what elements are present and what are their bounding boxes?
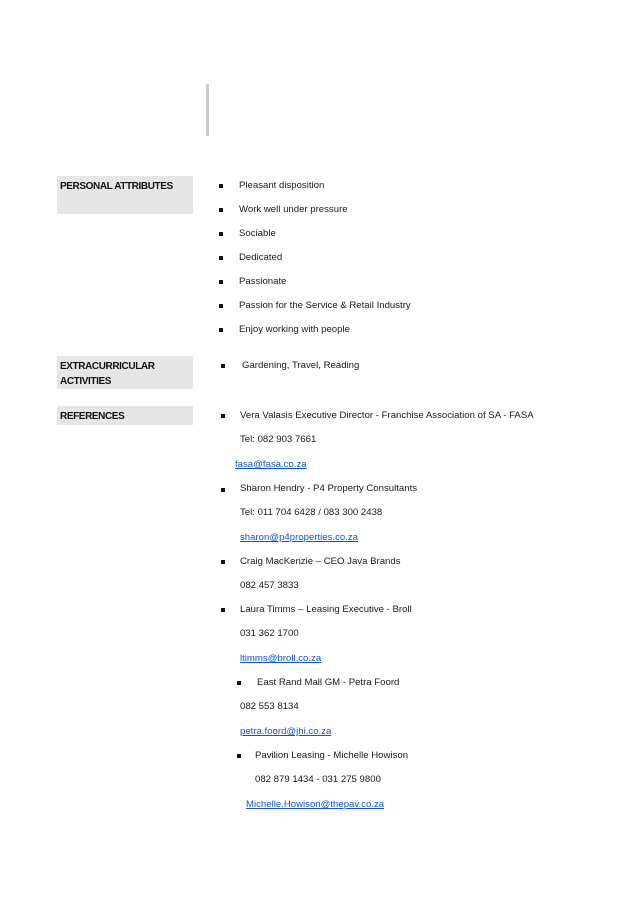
bullet-icon: [221, 414, 225, 418]
personal-attributes-heading: PERSONAL ATTRIBUTES: [57, 176, 193, 214]
reference-tel: 082 879 1434 - 031 275 9800: [255, 774, 381, 785]
reference-name: Sharon Hendry - P4 Property Consultants: [240, 483, 418, 494]
bullet-icon: [237, 754, 241, 758]
reference-email[interactable]: fasa@fasa.co.za: [235, 459, 307, 470]
personal-item: Passion for the Service & Retail Industry: [239, 300, 411, 311]
reference-email[interactable]: Michelle.Howison@thepav.co.za: [246, 799, 385, 810]
reference-email-link[interactable]: [240, 726, 331, 738]
reference-email-link[interactable]: [246, 799, 384, 811]
bullet-icon: [221, 560, 225, 564]
personal-item: Passionate: [239, 276, 287, 287]
bullet-icon: [219, 232, 223, 236]
personal-item: Enjoy working with people: [239, 324, 350, 335]
bullet-icon: [219, 328, 223, 332]
bullet-icon: [219, 184, 223, 188]
extracurricular-heading: [57, 356, 193, 389]
bullet-icon: [221, 364, 225, 368]
bullet-icon: [221, 488, 225, 492]
reference-email[interactable]: ltimms@broll.co.za: [240, 653, 322, 664]
reference-email-link[interactable]: [240, 653, 321, 665]
bullet-icon: [219, 280, 223, 284]
reference-email[interactable]: petra.foord@jhi.co.za: [240, 726, 332, 737]
reference-name: Craig MacKenzie – CEO Java Brands: [240, 556, 401, 567]
reference-tel: 082 553 8134: [240, 701, 299, 712]
bullet-icon: [219, 256, 223, 260]
reference-tel: Tel: 082 903 7661: [240, 434, 317, 445]
reference-tel: 031 362 1700: [240, 628, 299, 639]
reference-email-link[interactable]: [235, 459, 307, 471]
bullet-icon: [221, 608, 225, 612]
references-heading: REFERENCES: [57, 406, 193, 425]
extracurricular-item: Gardening, Travel, Reading: [242, 360, 360, 371]
reference-tel: 082 457 3833: [240, 580, 299, 591]
personal-item: Pleasant disposition: [239, 180, 325, 191]
extracurricular-heading-line2: ACTIVITIES: [60, 376, 112, 387]
decorative-divider: [206, 84, 209, 136]
reference-email[interactable]: sharon@p4properties.co.za: [240, 532, 359, 543]
reference-name: Pavilion Leasing - Michelle Howison: [255, 750, 409, 761]
personal-item: Dedicated: [239, 252, 283, 263]
bullet-icon: [237, 681, 241, 685]
reference-tel: Tel: 011 704 6428 / 083 300 2438: [240, 507, 383, 518]
reference-name: East Rand Mall GM - Petra Foord: [257, 677, 400, 688]
extracurricular-heading-line1: EXTRACURRICULAR: [60, 361, 155, 372]
personal-item: Work well under pressure: [239, 204, 348, 215]
bullet-icon: [219, 304, 223, 308]
reference-name: Vera Valasis Executive Director - Franchise Association of SA - FASA: [240, 410, 534, 421]
personal-item: Sociable: [239, 228, 276, 239]
reference-name: Laura Timms – Leasing Executive - Broll: [240, 604, 412, 615]
bullet-icon: [219, 208, 223, 212]
reference-email-link[interactable]: [240, 532, 358, 544]
